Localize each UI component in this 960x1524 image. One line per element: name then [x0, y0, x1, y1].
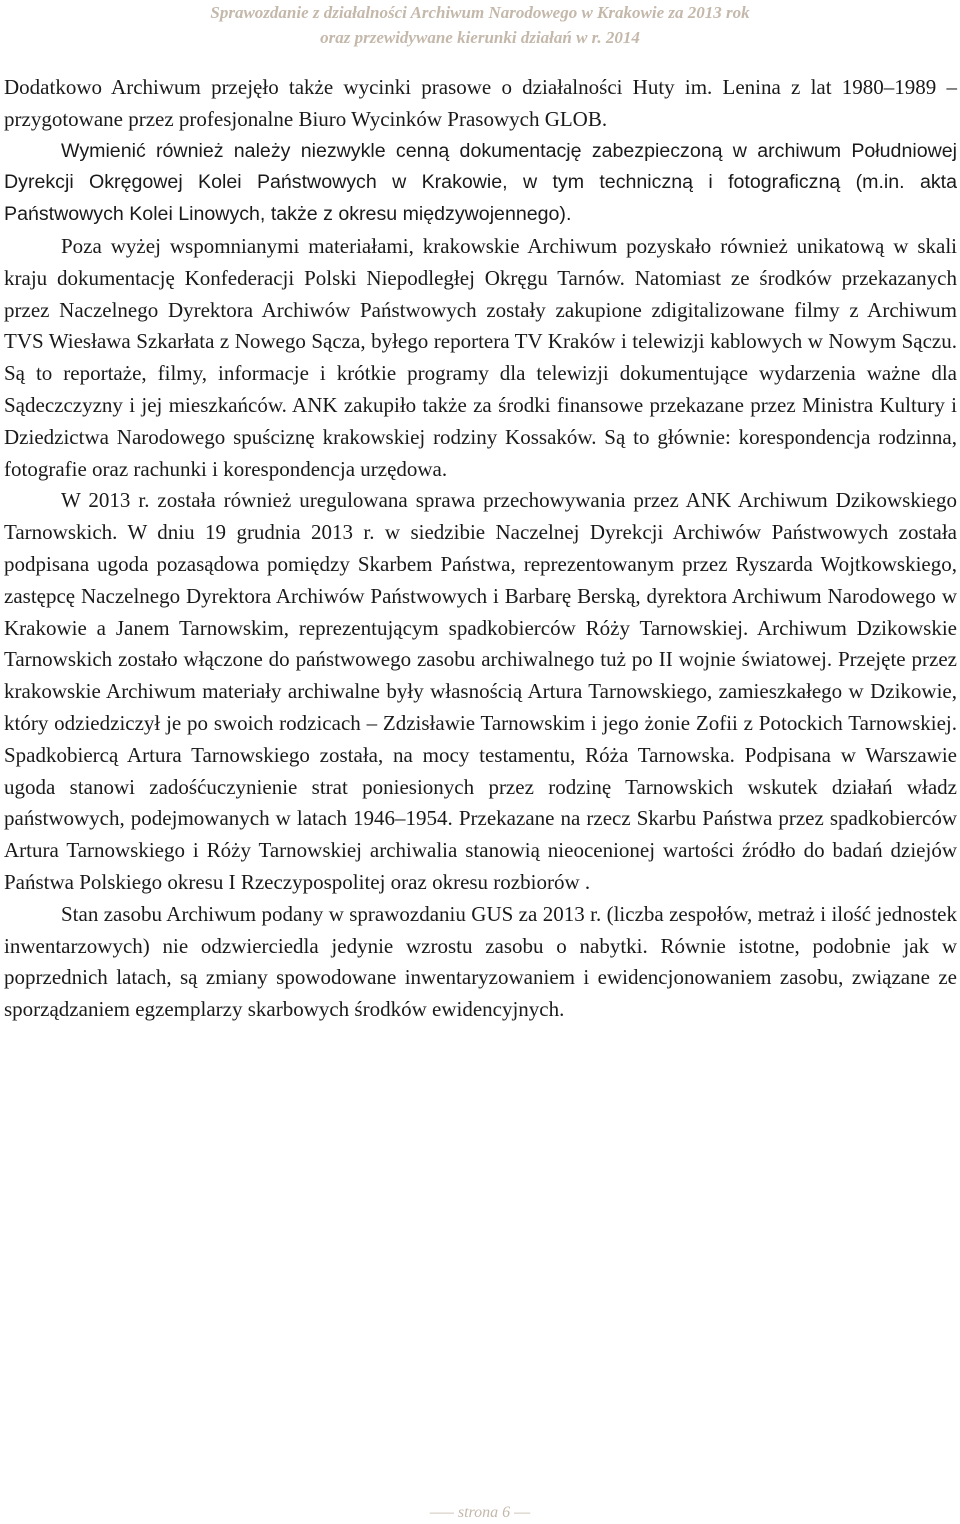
document-body	[4, 72, 957, 1026]
page-number: ––– strona 6 ––	[429, 1504, 531, 1521]
paragraph-acquisitions: Poza wyżej wspomnianymi materiałami, krakowskie Archiwum pozyskało również unikatową w skali kraju dokumentację Konfederacji Polski Niepodległej Okręgu Tarnów. Natomiast ze środków przekazanych przez Naczelnego Dyrektora Archiwów Państwowych zostały zakupione zdigitalizowane filmy z Archiwum TVS Wiesława Szkarłata z Nowego Sącza, byłego reportera TV Kraków i telewizji kablowych w Nowym Sączu. Są to reportaże, filmy, informacje i krótkie programy dla telewizji dokumentujące wydarzenia ważne dla Sądeczczyzny i jej mieszkańców. ANK zakupiło także za środki finansowe przekazane przez Ministra Kultury i Dziedzictwa Narodowego spuściznę krakowskiej rodziny Kossaków. Są to głównie: korespondencja rodzinna, fotografie oraz rachunki i korespondencja urzędowa.	[4, 233, 957, 481]
paragraph-dzikow-archive: W 2013 r. została również uregulowana sprawa przechowywania przez ANK Archiwum Dzikowskiego Tarnowskich. W dniu 19 grudnia 2013 r. w siedzibie Naczelnej Dyrekcji Archiwów Państwowych została podpisana ugoda pozasądowa pomiędzy Skarbem Państwa, reprezentowanym przez Ryszarda Wojtkowskiego, zastępcę Naczelnego Dyrektora Archiwów Państwowych i Barbarę Berską, dyrektora Archiwum Narodowego w Krakowie a Janem Tarnowskim, reprezentującym spadkobierców Róży Tarnowskiej. Archiwum Dzikowskie Tarnowskich zostało włączone do państwowego zasobu archiwalnego tuż po II wojnie światowej. Przejęte przez krakowskie Archiwum materiały archiwalne były własnością Artura Tarnowskiego, zamieszkałego w Dzikowie, który odziedziczył je po swoich rodzicach – Zdzisławie Tarnowskim i jego żonie Zofii z Potockich Tarnowskiej. Spadkobiercą Artura Tarnowskiego została, na mocy testamentu, Róża Tarnowska. Podpisana w Warszawie ugoda stanowi zadośćuczynienie strat poniesionych przez rodzinę Tarnowskich wskutek działań władz państwowych, podejmowanych w latach 1946–1954. Przekazane na rzecz Skarbu Państwa przez spadkobierców Artura Tarnowskiego i Róży Tarnowskiej archiwalia stanowią nieocenionej wartości źródło do badań dziejów Państwa Polskiego okresu I Rzeczypospolitej oraz okresu rozbiorów .	[4, 488, 957, 894]
header-title-line2: oraz przewidywane kierunki działań w r. 2014	[320, 28, 640, 47]
paragraph-holdings-status: Stan zasobu Archiwum podany w sprawozdaniu GUS za 2013 r. (liczba zespołów, metraż i ilość jednostek inwentarzowych) nie odzwierciedla jedynie wzrostu zasobu o nabytki. Równie istotne, podobnie jak w poprzednich latach, są zmiany spowodowane inwentaryzowaniem i ewidencjonowaniem zasobu, związane ze sporządzaniem egzemplarzy skarbowych środków ewidencyjnych.	[4, 901, 957, 1022]
paragraph-railway-documentation: Wymienić również należy niezwykle cenną dokumentację zabezpieczoną w archiwum Południowej Dyrekcji Okręgowej Kolei Państwowych w Krakowie, w tym techniczną i fotograficzną (m.in. akta Państwowych Kolei Linowych, także z okresu międzywojennego).	[4, 139, 957, 226]
paragraph-press-clippings: Dodatkowo Archiwum przejęło także wycinki prasowe o działalności Huty im. Lenina z lat 1980–1989 – przygotowane przez profesjonalne Biuro Wycinków Prasowych GLOB.	[4, 75, 957, 131]
header-title-line1: Sprawozdanie z działalności Archiwum Narodowego w Krakowie za 2013 rok	[210, 3, 750, 22]
